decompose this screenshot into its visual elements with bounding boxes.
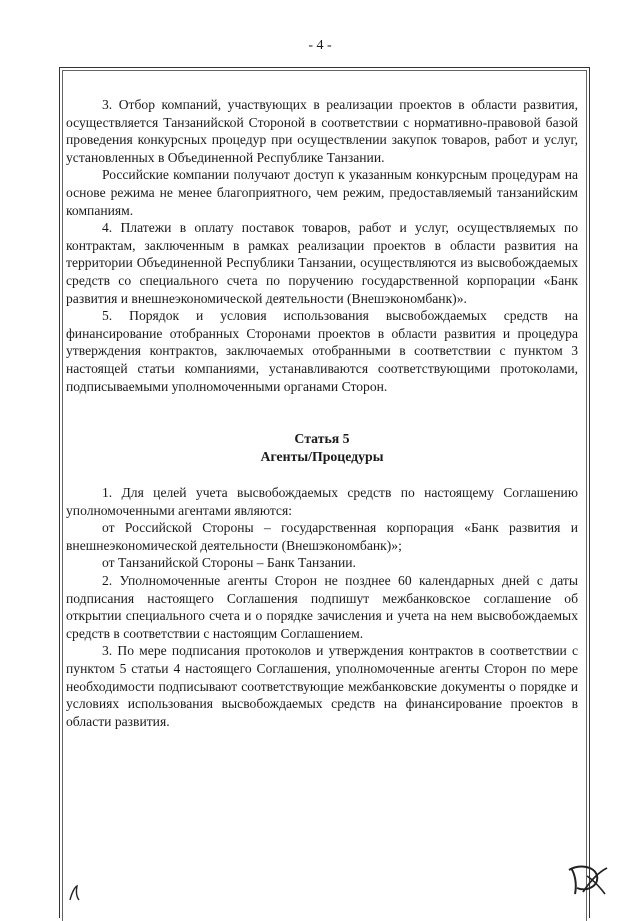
paragraph-article5-russian-agent: от Российской Стороны – государственная корпорация «Банк развития и внешнеэкономической деятельности (Внешэкономбанк)»;: [66, 520, 578, 553]
paragraph-article4-russian-access: Российские компании получают доступ к указанным конкурсным процедурам на основе режима не менее благоприятного, чем режим, предоставляемый танзанийским компаниям.: [66, 167, 578, 218]
document-body: [66, 96, 578, 730]
article-number: Статья 5: [294, 431, 350, 447]
paragraph-article5-item3: 3. По мере подписания протоколов и утверждения контрактов в соответствии с пунктом 5 статьи 4 настоящего Соглашения, уполномоченные агенты Сторон по мере необходимости подписывают соответствующие межбанковские документы о порядке и условиях использования высвобождаемых средств на финансирование проектов в области развития.: [66, 643, 578, 729]
paragraph-article4-item5: 5. Порядок и условия использования высвобождаемых средств на финансирование отобранных Сторонами проектов в области развития и процедура утверждения контрактов, заключаемых отобранными в соответствии с пунктом 3 настоящей статьи компаниями, устанавливаются соответствующими протоколами, подписываемыми уполномоченными органами Сторон.: [66, 308, 578, 394]
paragraph-article5-item2: 2. Уполномоченные агенты Сторон не позднее 60 календарных дней с даты подписания настоящего Соглашения подпишут межбанковское соглашение об открытии специального счета и о порядке зачисления и учета на нем высвобождаемых средств в соответствии с настоящим Соглашением.: [66, 573, 578, 641]
paragraph-article4-item3: 3. Отбор компаний, участвующих в реализации проектов в области развития, осуществляется Танзанийской Стороной в соответствии с нормативно-правовой базой проведения конкурсных процедур при осуществлении закупок товаров, работ и услуг, установленных в Объединенной Республике Танзании.: [66, 97, 578, 165]
page-number: - 4 -: [308, 38, 332, 53]
paragraph-article4-item4: 4. Платежи в оплату поставок товаров, работ и услуг, осуществляемых по контрактам, заключенным в рамках реализации проектов в области развития на территории Объединенной Республики Танзании, осуществляются из высвобождаемых средств со специального счета по поручению государственной корпорации «Банк развития и внешнеэкономической деятельности (Внешэкономбанк)».: [66, 220, 578, 306]
handwritten-mark: [68, 884, 82, 902]
paragraph-article5-tanzanian-agent: от Танзанийской Стороны – Банк Танзании.: [102, 555, 356, 571]
initials-signature: [565, 862, 611, 898]
article-title: Агенты/Процедуры: [260, 449, 384, 465]
article-heading: [66, 430, 578, 466]
paragraph-article5-item1: 1. Для целей учета высвобождаемых средств по настоящему Соглашению уполномоченными агентами являются:: [66, 485, 578, 518]
